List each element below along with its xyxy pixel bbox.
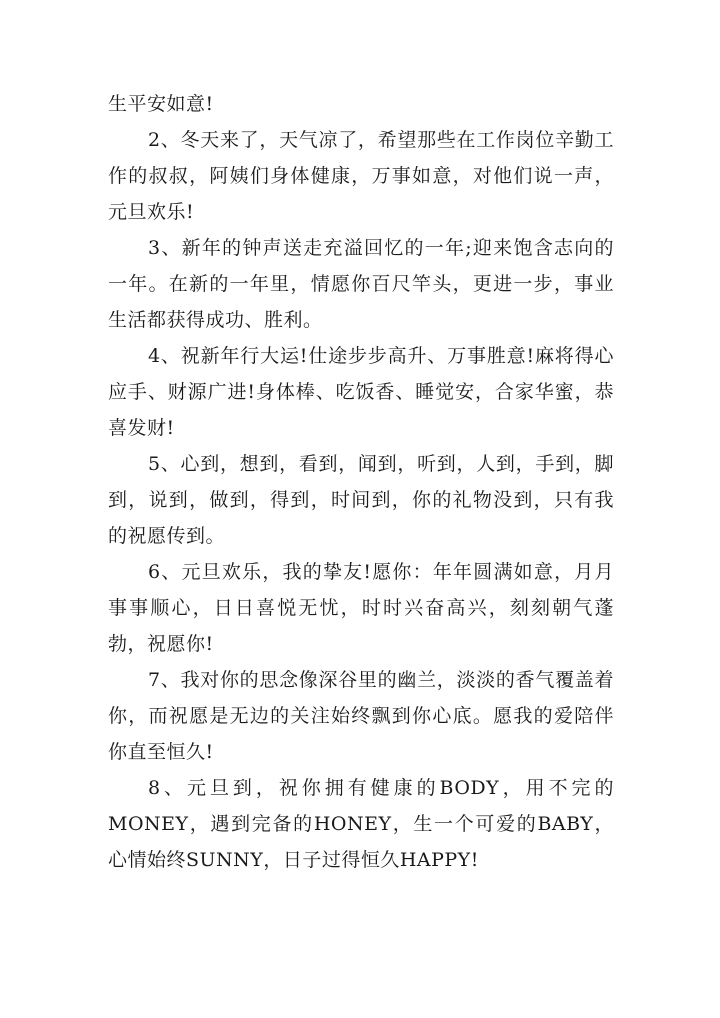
- document-body: [108, 86, 614, 878]
- paragraph-item-6: 6、元旦欢乐，我的挚友!愿你：年年圆满如意，月月事事顺心，日日喜悦无忧，时时兴奋高兴，刻刻朝气蓬勃，祝愿你!: [108, 561, 614, 655]
- paragraph-item-4: 4、祝新年行大运!仕途步步高升、万事胜意!麻将得心应手、财源广进!身体棒、吃饭香、睡觉安，合家华蜜，恭喜发财!: [108, 345, 614, 439]
- paragraph-item-2: 2、冬天来了，天气凉了，希望那些在工作岗位辛勤工作的叔叔，阿姨们身体健康，万事如意，对他们说一声，元旦欢乐!: [108, 129, 614, 223]
- paragraph-item-3: 3、新年的钟声送走充溢回忆的一年;迎来饱含志向的一年。在新的一年里，情愿你百尺竿头，更进一步，事业生活都获得成功、胜利。: [108, 237, 614, 331]
- paragraph-item-8: 8、元旦到，祝你拥有健康的BODY，用不完的MONEY，遇到完备的HONEY，生一个可爱的BABY，心情始终SUNNY，日子过得恒久HAPPY!: [108, 777, 614, 871]
- paragraph-item-7: 7、我对你的思念像深谷里的幽兰，淡淡的香气覆盖着你，而祝愿是无边的关注始终飘到你心底。愿我的爱陪伴你直至恒久!: [108, 669, 614, 763]
- paragraph-continuation: 生平安如意!: [108, 93, 214, 115]
- paragraph-item-5: 5、心到，想到，看到，闻到，听到，人到，手到，脚到，说到，做到，得到，时间到，你的礼物没到，只有我的祝愿传到。: [108, 453, 614, 547]
